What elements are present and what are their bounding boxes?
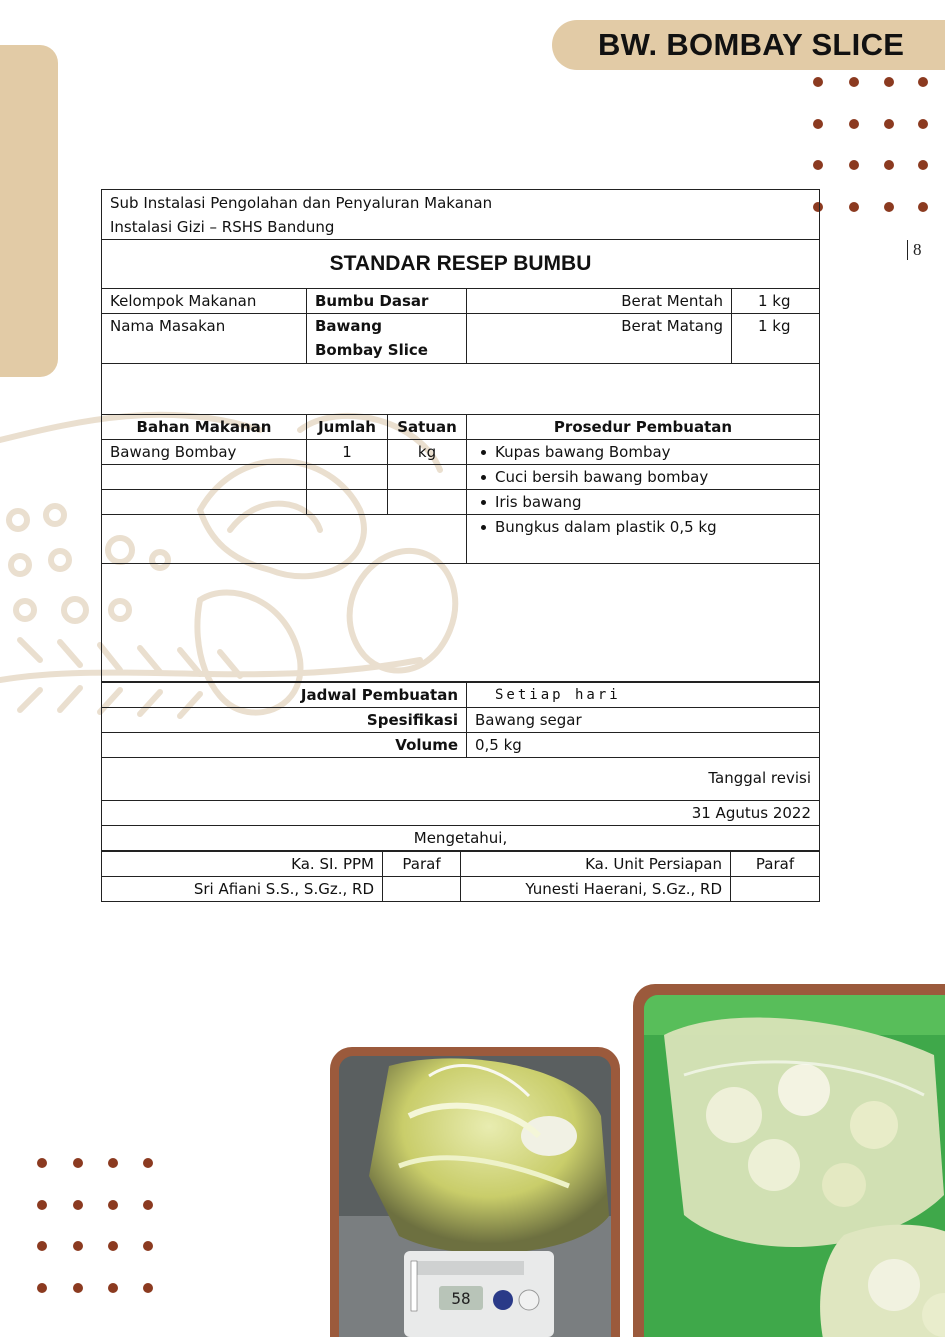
ingredient-unit: kg [388,439,467,464]
column-satuan: Satuan [388,414,467,439]
table-row [102,439,820,464]
nama-masakan-value-line2: Bombay Slice [315,341,428,359]
jadwal-label: Jadwal Pembuatan [102,682,467,707]
sign1-role: Ka. SI. PPM [102,851,383,876]
table-row [102,464,820,489]
sign2-role: Ka. Unit Persiapan [461,851,731,876]
table-row [102,489,820,514]
berat-matang-label: Berat Matang [467,314,732,364]
step-4: Bungkus dalam plastik 0,5 kg [467,514,820,563]
nama-masakan-value-line1: Bawang [315,317,382,335]
kelompok-value: Bumbu Dasar [307,289,467,314]
volume-label: Volume [102,732,467,757]
page-number: 8 [907,240,922,260]
step-2: Cuci bersih bawang bombay [467,464,820,489]
step-1: Kupas bawang Bombay [467,439,820,464]
ingredient-name: Bawang Bombay [102,439,307,464]
ingredients-table [101,364,820,682]
onion-bag-on-scale-photo [339,1056,611,1337]
sign1-paraf: Paraf [383,851,461,876]
column-jumlah: Jumlah [307,414,388,439]
tanggal-revisi-label: Tanggal revisi [102,757,820,800]
step-3: Iris bawang [467,489,820,514]
nama-masakan-label: Nama Masakan [102,314,307,364]
document-title: STANDAR RESEP BUMBU [102,240,820,289]
sign2-paraf: Paraf [731,851,820,876]
berat-matang-value: 1 kg [732,314,820,364]
ingredient-qty: 1 [307,439,388,464]
table-row [102,514,820,563]
sign2-name: Yunesti Haerani, S.Gz., RD [461,876,731,901]
mengetahui-text: Mengetahui, [102,825,820,850]
spesifikasi-value: Bawang segar [467,707,820,732]
kelompok-label: Kelompok Makanan [102,289,307,314]
page-title: BW. BOMBAY SLICE [598,27,905,62]
column-bahan-makanan: Bahan Makanan [102,414,307,439]
jadwal-value: Setiap hari [467,682,820,707]
sign1-name: Sri Afiani S.S., S.Gz., RD [102,876,383,901]
onion-bags-on-tray-photo [644,995,945,1337]
schedule-table [101,682,820,851]
spesifikasi-label: Spesifikasi [102,707,467,732]
photo-frame-2 [633,984,945,1337]
volume-value: 0,5 kg [467,732,820,757]
side-tab-decoration [0,45,58,377]
photo-frame-1 [330,1047,620,1337]
berat-mentah-label: Berat Mentah [467,289,732,314]
recipe-form [101,189,819,902]
berat-mentah-value: 1 kg [732,289,820,314]
scale-display: 58 [451,1289,471,1308]
recipe-header-table [101,189,820,364]
institution-line-2: Instalasi Gizi – RSHS Bandung [110,218,335,236]
tanggal-revisi-value: 31 Agutus 2022 [102,800,820,825]
institution-line-1: Sub Instalasi Pengolahan dan Penyaluran Makanan [110,194,493,212]
column-prosedur: Prosedur Pembuatan [467,414,820,439]
signature-table [101,851,820,902]
